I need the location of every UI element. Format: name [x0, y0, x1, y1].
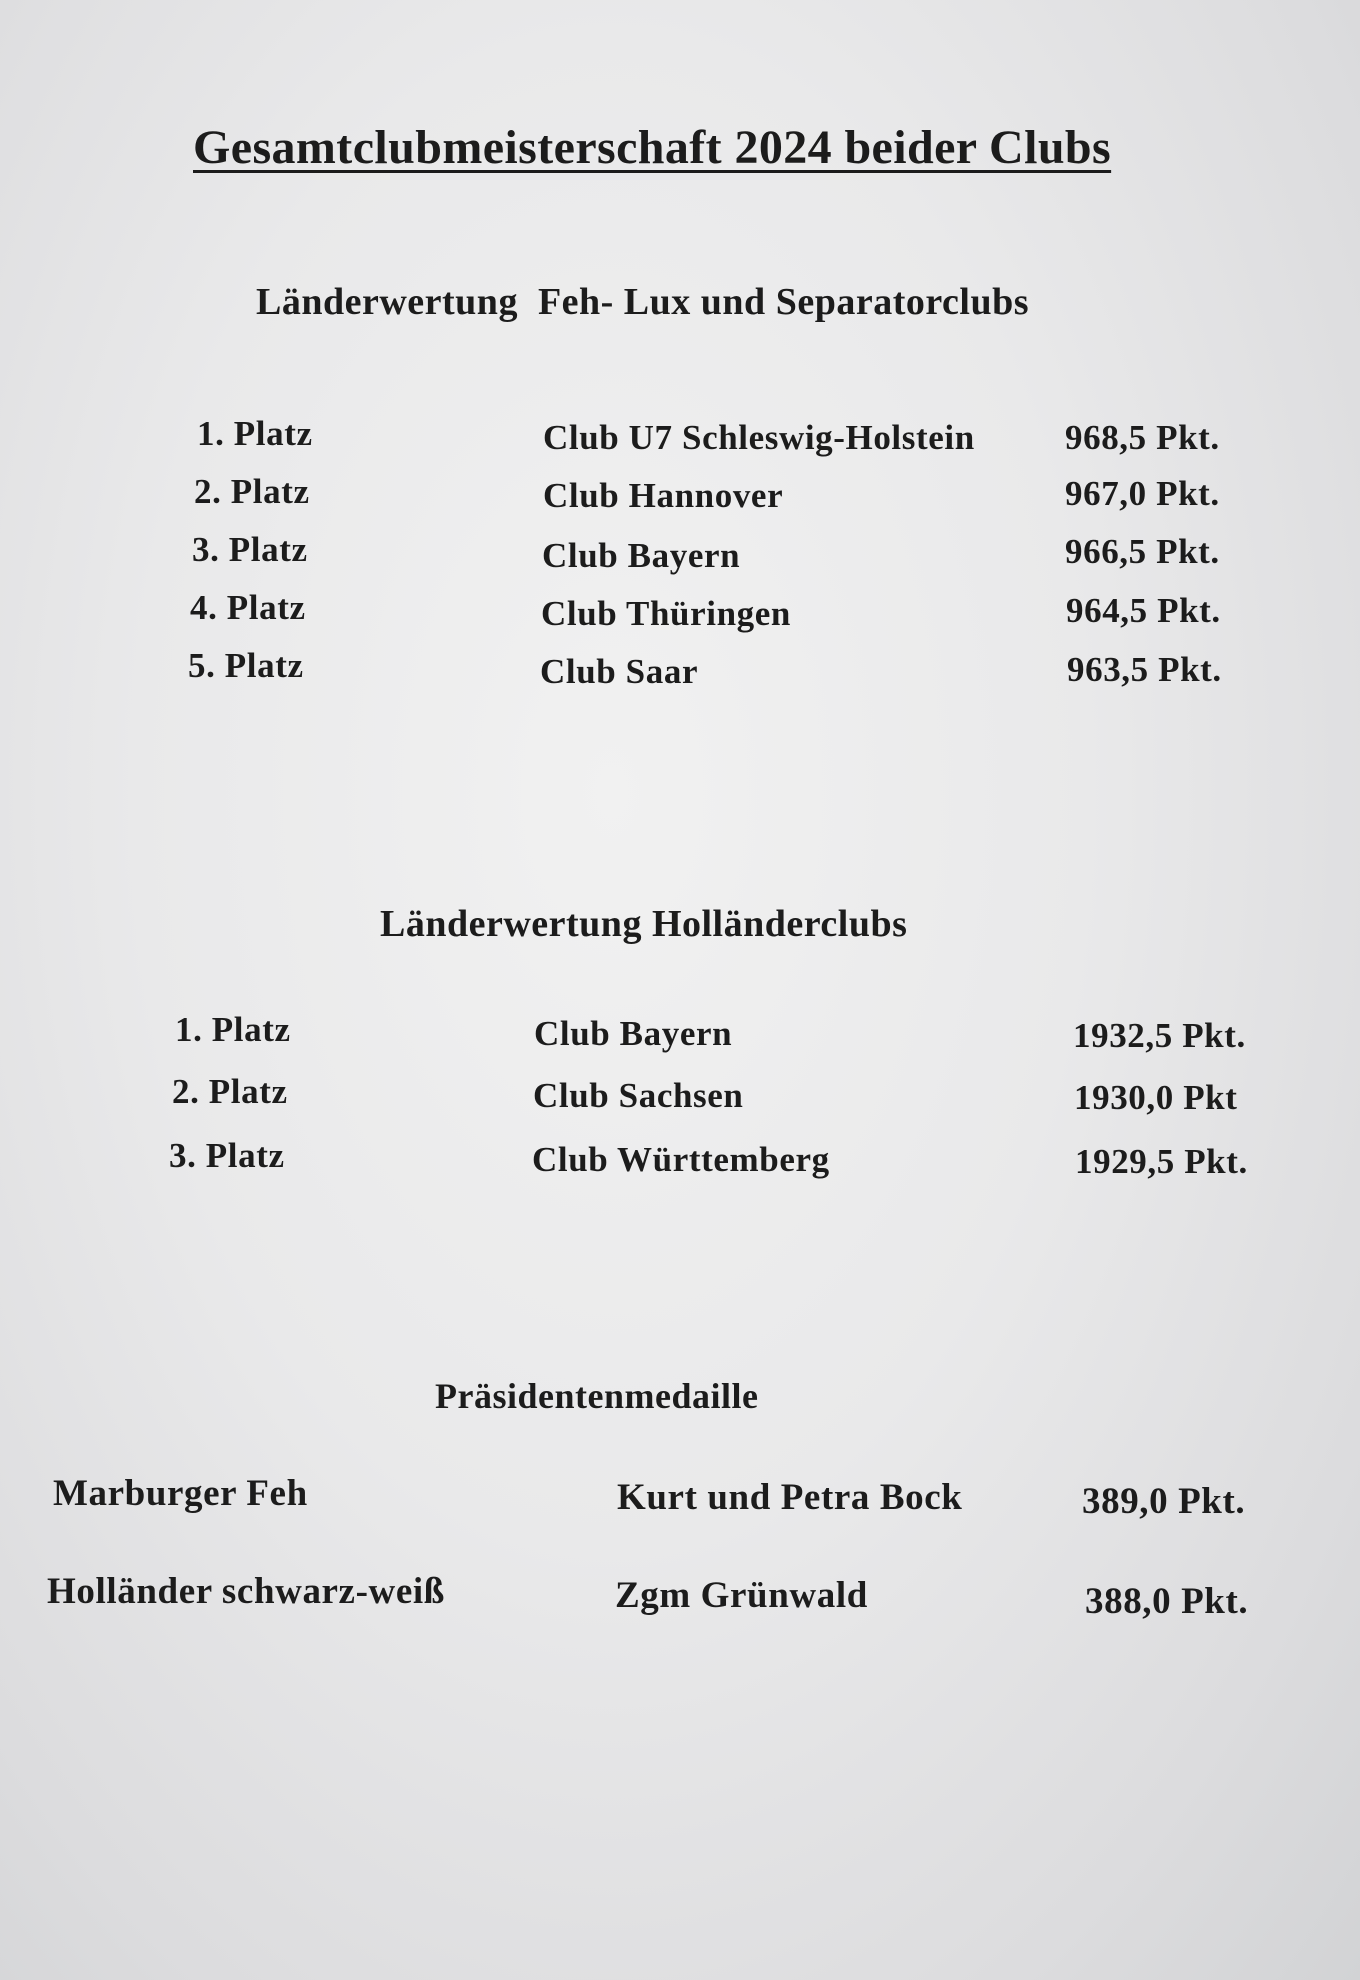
breed-name: Holländer schwarz-weiß: [47, 1571, 445, 1612]
points-value: 1929,5 Pkt.: [1075, 1142, 1248, 1181]
points-value: 968,5 Pkt.: [1065, 418, 1220, 457]
points-value: 966,5 Pkt.: [1065, 532, 1220, 571]
club-name: Club Bayern: [534, 1014, 733, 1053]
rank-label: 2. Platz: [172, 1072, 288, 1111]
points-value: 1932,5 Pkt.: [1073, 1016, 1246, 1055]
document-title: Gesamtclubmeisterschaft 2024 beider Clubs: [193, 121, 1112, 174]
club-name: Club Bayern: [542, 536, 741, 575]
points-value: 964,5 Pkt.: [1066, 591, 1221, 630]
breeder-name: Zgm Grünwald: [615, 1575, 868, 1616]
section-heading-hollaender: Länderwertung Holländerclubs: [380, 903, 908, 945]
rank-label: 2. Platz: [194, 472, 310, 511]
rank-label: 3. Platz: [169, 1136, 285, 1175]
points-value: 967,0 Pkt.: [1065, 474, 1220, 513]
club-name: Club Hannover: [543, 476, 784, 515]
points-value: 389,0 Pkt.: [1082, 1481, 1246, 1522]
club-name: Club Saar: [540, 652, 699, 691]
club-name: Club U7 Schleswig-Holstein: [543, 418, 975, 457]
section-heading-praesidentenmedaille: Präsidentenmedaille: [435, 1376, 759, 1416]
breeder-name: Kurt und Petra Bock: [617, 1477, 963, 1518]
section-heading-feh-lux: Länderwertung Feh- Lux und Separatorclubs: [256, 281, 1030, 323]
rank-label: 4. Platz: [190, 588, 306, 627]
points-value: 388,0 Pkt.: [1085, 1581, 1249, 1622]
rank-label: 1. Platz: [197, 414, 313, 453]
breed-name: Marburger Feh: [53, 1473, 308, 1514]
club-name: Club Thüringen: [541, 594, 791, 633]
club-name: Club Württemberg: [532, 1140, 830, 1179]
rank-label: 1. Platz: [175, 1010, 291, 1049]
club-name: Club Sachsen: [533, 1076, 744, 1115]
points-value: 963,5 Pkt.: [1067, 650, 1222, 689]
rank-label: 5. Platz: [188, 646, 304, 685]
rank-label: 3. Platz: [192, 530, 308, 569]
points-value: 1930,0 Pkt: [1074, 1078, 1238, 1117]
